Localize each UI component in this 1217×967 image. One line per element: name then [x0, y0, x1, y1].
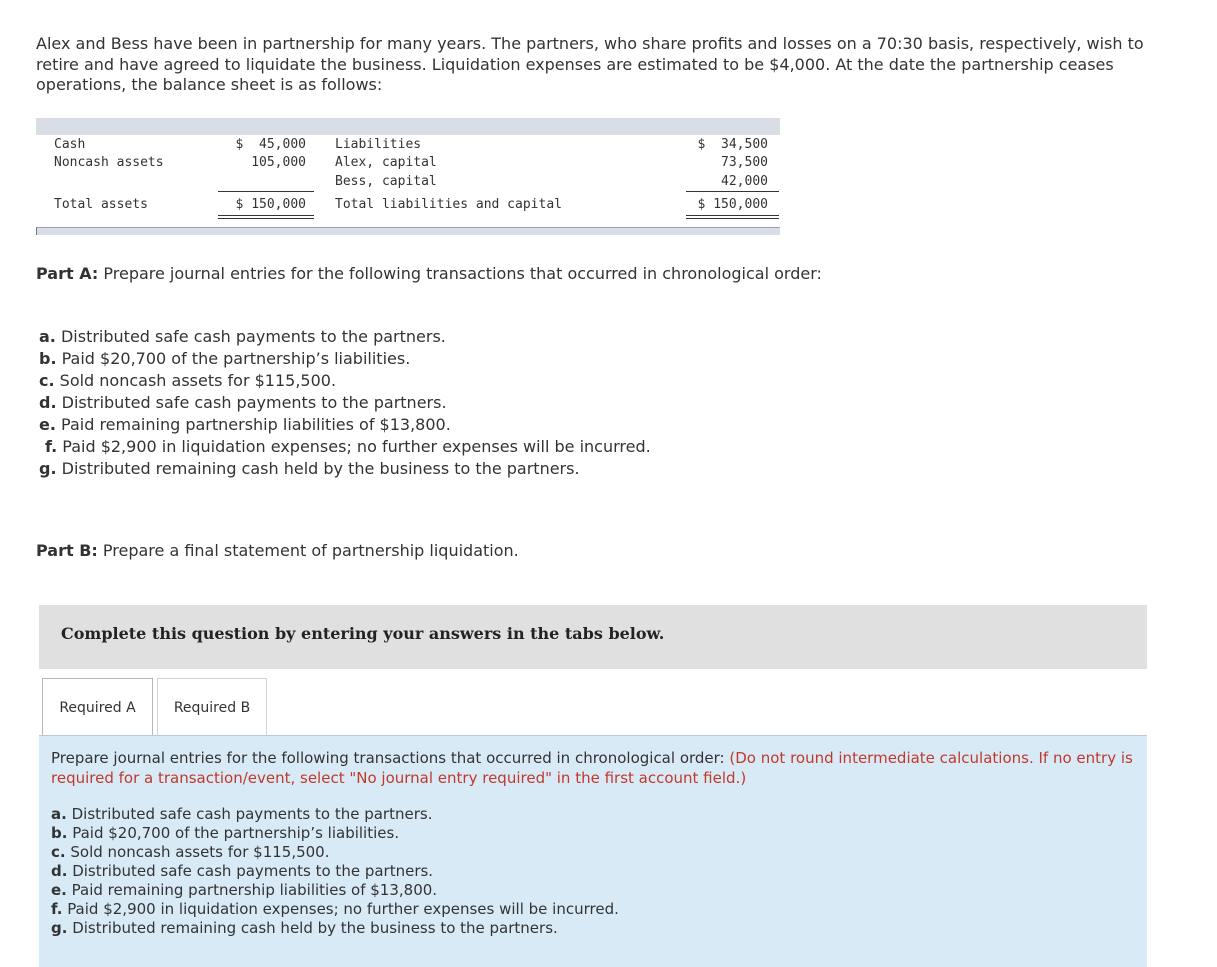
transaction-letter: b. [51, 824, 68, 842]
tab-label: Required A [59, 700, 136, 716]
panel-instructions [51, 748, 1136, 788]
transaction-item [39, 370, 651, 392]
panel-transaction-item [51, 919, 619, 938]
transaction-text: Distributed safe cash payments to the partners. [61, 393, 447, 412]
transaction-letter: b. [39, 349, 57, 368]
problem-intro: Alex and Bess have been in partnership for many years. The partners, who share profits and losses on a 70:30 basis, respectively, wish to retire and have agreed to liquidate the business. Liquidation expenses are estimated to be $4,000. At the date the partnership ceases operations, the balance sheet is as follows: [36, 34, 1144, 94]
total-lc-value: $ 150,000 [697, 197, 768, 212]
asset-label-noncash: Noncash assets [54, 155, 164, 170]
tab-panel-required-a [39, 735, 1147, 967]
total-assets-value: $ 150,000 [235, 197, 306, 212]
transaction-text: Distributed safe cash payments to the partners. [71, 805, 433, 823]
transaction-letter: a. [51, 805, 67, 823]
transaction-letter: e. [39, 415, 56, 434]
panel-transaction-item [51, 862, 619, 881]
tab-label: Required B [173, 700, 251, 716]
transaction-letter: c. [39, 371, 55, 390]
panel-note: (Do not round intermediate calculations. If no entry is required for a transaction/event, select "No journal entry required" in the first account field.) [51, 749, 1133, 787]
balance-sheet [36, 118, 780, 236]
transaction-list [39, 326, 651, 480]
transaction-letter: g. [39, 459, 57, 478]
transaction-letter: g. [51, 919, 68, 937]
transaction-text: Distributed safe cash payments to the partners. [60, 327, 446, 346]
transaction-item [39, 458, 651, 480]
part-b-label: Part B: [36, 541, 98, 560]
transaction-text: Distributed remaining cash held by the business to the partners. [72, 919, 558, 937]
transaction-letter: f. [51, 900, 63, 918]
panel-transaction-list [51, 805, 619, 938]
tab-required-b[interactable] [157, 678, 267, 736]
lc-subtotal-line [686, 191, 779, 192]
panel-transaction-item [51, 881, 619, 900]
part-a-text: Prepare journal entries for the following transactions that occurred in chronological order: [103, 264, 822, 283]
lc-label-liabilities: Liabilities [335, 137, 422, 152]
part-b-heading [36, 541, 519, 561]
total-assets-double-line [218, 215, 314, 219]
transaction-text: Paid $2,900 in liquidation expenses; no further expenses will be incurred. [67, 900, 619, 918]
transaction-text: Paid $20,700 of the partnership’s liabilities. [72, 824, 400, 842]
transaction-text: Sold noncash assets for $115,500. [70, 843, 330, 861]
asset-value-noncash: 105,000 [251, 155, 306, 170]
part-a-label: Part A: [36, 264, 99, 283]
transaction-text: Paid $20,700 of the partnership’s liabilities. [61, 349, 411, 368]
transaction-text: Paid $2,900 in liquidation expenses; no further expenses will be incurred. [62, 437, 651, 456]
transaction-text: Paid remaining partnership liabilities of $13,800. [61, 415, 451, 434]
transaction-letter: e. [51, 881, 67, 899]
lc-value-alex-capital: 73,500 [721, 155, 768, 170]
tab-required-a[interactable] [42, 678, 153, 736]
transaction-text: Distributed safe cash payments to the partners. [72, 862, 434, 880]
asset-value-cash: $ 45,000 [235, 137, 306, 152]
transaction-item [39, 326, 651, 348]
panel-intro-text: Prepare journal entries for the following transactions that occurred in chronological order: [51, 749, 725, 767]
transaction-letter: c. [51, 843, 66, 861]
transaction-letter: d. [39, 393, 57, 412]
transaction-item [39, 436, 651, 458]
lc-label-bess-capital: Bess, capital [335, 174, 437, 189]
balance-sheet-footer-band [36, 227, 780, 235]
total-lc-double-line [686, 215, 779, 219]
transaction-text: Sold noncash assets for $115,500. [59, 371, 337, 390]
lc-label-alex-capital: Alex, capital [335, 155, 437, 170]
transaction-item [39, 392, 651, 414]
total-assets-label: Total assets [54, 197, 148, 212]
transaction-text: Paid remaining partnership liabilities of $13,800. [71, 881, 438, 899]
transaction-item [39, 348, 651, 370]
panel-transaction-item [51, 843, 619, 862]
transaction-item [39, 414, 651, 436]
lc-value-liabilities: $ 34,500 [697, 137, 768, 152]
balance-sheet-header-band [36, 118, 780, 135]
lc-value-bess-capital: 42,000 [721, 174, 768, 189]
transaction-letter: d. [51, 862, 68, 880]
transaction-text: Distributed remaining cash held by the business to the partners. [61, 459, 580, 478]
total-lc-label: Total liabilities and capital [335, 197, 562, 212]
part-b-text: Prepare a final statement of partnership liquidation. [102, 541, 519, 560]
instruction-text: Complete this question by entering your answers in the tabs below. [61, 624, 665, 643]
assets-subtotal-line [218, 191, 314, 192]
part-a-heading [36, 264, 822, 284]
instruction-bar [39, 605, 1147, 669]
transaction-letter: a. [39, 327, 56, 346]
panel-transaction-item [51, 900, 619, 919]
panel-transaction-item [51, 805, 619, 824]
panel-transaction-item [51, 824, 619, 843]
asset-label-cash: Cash [54, 137, 86, 152]
transaction-letter: f. [45, 437, 58, 456]
